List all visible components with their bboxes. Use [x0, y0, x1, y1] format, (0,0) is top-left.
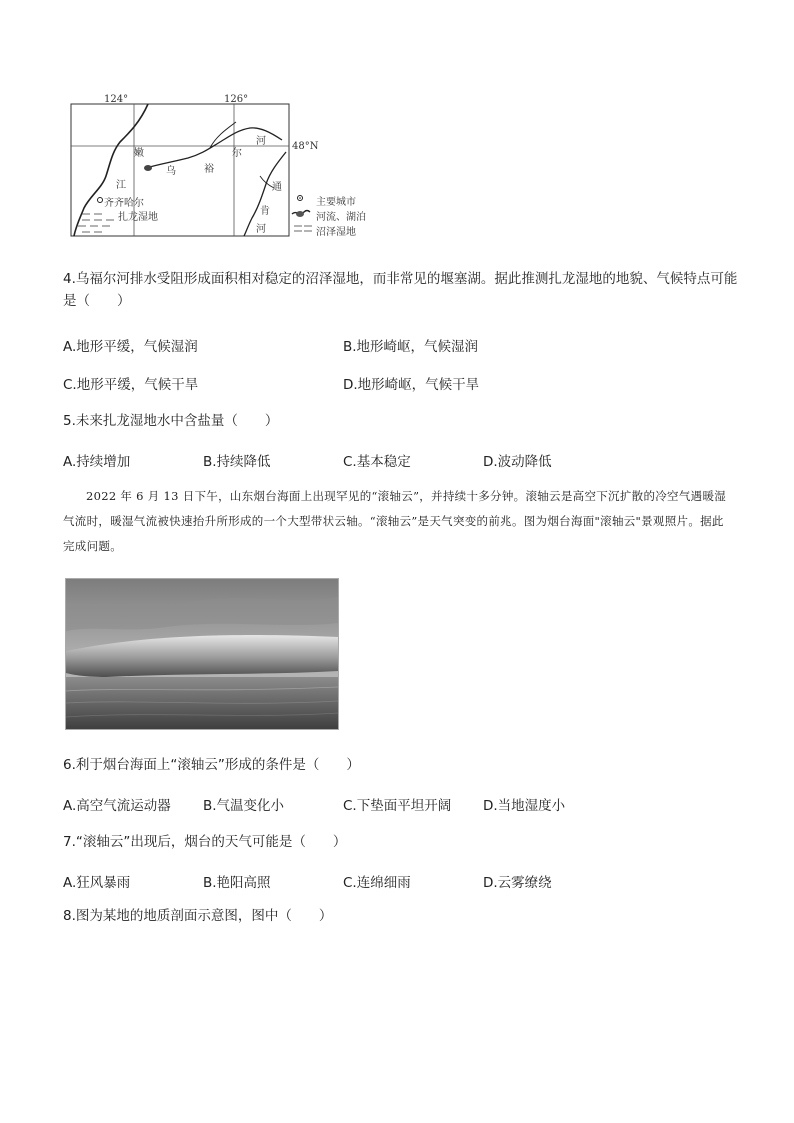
- map-label-he2: 河: [256, 224, 266, 235]
- q6-option-d[interactable]: D.当地湿度小: [483, 798, 566, 814]
- map-label-yu: 裕: [204, 164, 214, 175]
- question-7-stem: 7.“滚轴云”出现后，烟台的天气可能是（ ）: [63, 834, 347, 850]
- map-lon-126: 126°: [224, 94, 249, 105]
- question-8-stem: 8.图为某地的地质剖面示意图，图中（ ）: [63, 908, 333, 924]
- map-figure: [60, 92, 380, 242]
- map-wetland-zhalong: 扎龙湿地: [118, 212, 158, 223]
- q5-option-d[interactable]: D.波动降低: [483, 454, 552, 470]
- question-5-stem: 5.未来扎龙湿地水中含盐量（ ）: [63, 413, 279, 429]
- map-legend-wetland: 沼泽湿地: [316, 227, 356, 238]
- q6-option-b[interactable]: B.气温变化小: [203, 798, 285, 814]
- q5-option-b[interactable]: B.持续降低: [203, 454, 271, 470]
- q5-option-c[interactable]: C.基本稳定: [343, 454, 411, 470]
- map-lat-48: 48°N: [292, 141, 319, 152]
- map-label-nen: 嫩: [134, 148, 144, 159]
- q4-option-a[interactable]: A.地形平缓，气候湿润: [63, 339, 198, 355]
- q7-option-d[interactable]: D.云雾缭绕: [483, 875, 552, 891]
- map-legend-city: 主要城市: [316, 197, 356, 208]
- map-label-tong: 通: [272, 182, 282, 193]
- map-label-er: 尔: [232, 148, 242, 159]
- roll-cloud-photo: [65, 578, 339, 730]
- q7-option-a[interactable]: A.狂风暴雨: [63, 875, 131, 891]
- map-legend-river: 河流、湖泊: [316, 212, 366, 223]
- map-label-ken: 肯: [260, 206, 270, 217]
- map-label-he: 河: [256, 136, 266, 147]
- q6-option-c[interactable]: C.下垫面平坦开阔: [343, 798, 452, 814]
- q5-option-a[interactable]: A.持续增加: [63, 454, 131, 470]
- map-lon-124: 124°: [104, 94, 129, 105]
- q7-option-c[interactable]: C.连绵细雨: [343, 875, 411, 891]
- q4-option-d[interactable]: D.地形崎岖，气候干旱: [343, 377, 480, 393]
- question-6-stem: 6.利于烟台海面上“滚轴云”形成的条件是（ ）: [63, 757, 360, 773]
- q4-option-c[interactable]: C.地形平缓，气候干旱: [63, 377, 199, 393]
- roll-cloud-passage: 2022 年 6 月 13 日下午，山东烟台海面上出现罕见的“滚轴云”，并持续十多分钟。滚轴云是高空下沉扩散的冷空气遇暖湿气流时，暖湿气流被快速抬升所形成的一个大型带状云轴。“滚轴云”是天气突变的前兆。图为烟台海面"滚轴云"景观照片。据此完成问题。: [63, 489, 727, 553]
- map-label-jiang: 江: [116, 180, 126, 191]
- q6-option-a[interactable]: A.高空气流运动器: [63, 798, 171, 814]
- question-4-stem: 4.乌福尔河排水受阻形成面积相对稳定的沼泽湿地，而非常见的堰塞湖。据此推测扎龙湿地的地貌、气候特点可能是（ ）: [63, 271, 738, 309]
- q7-option-b[interactable]: B.艳阳高照: [203, 875, 271, 891]
- q4-option-b[interactable]: B.地形崎岖，气候湿润: [343, 339, 479, 355]
- map-city-qiqihar: 齐齐哈尔: [104, 198, 144, 209]
- map-label-wu: 乌: [166, 166, 176, 177]
